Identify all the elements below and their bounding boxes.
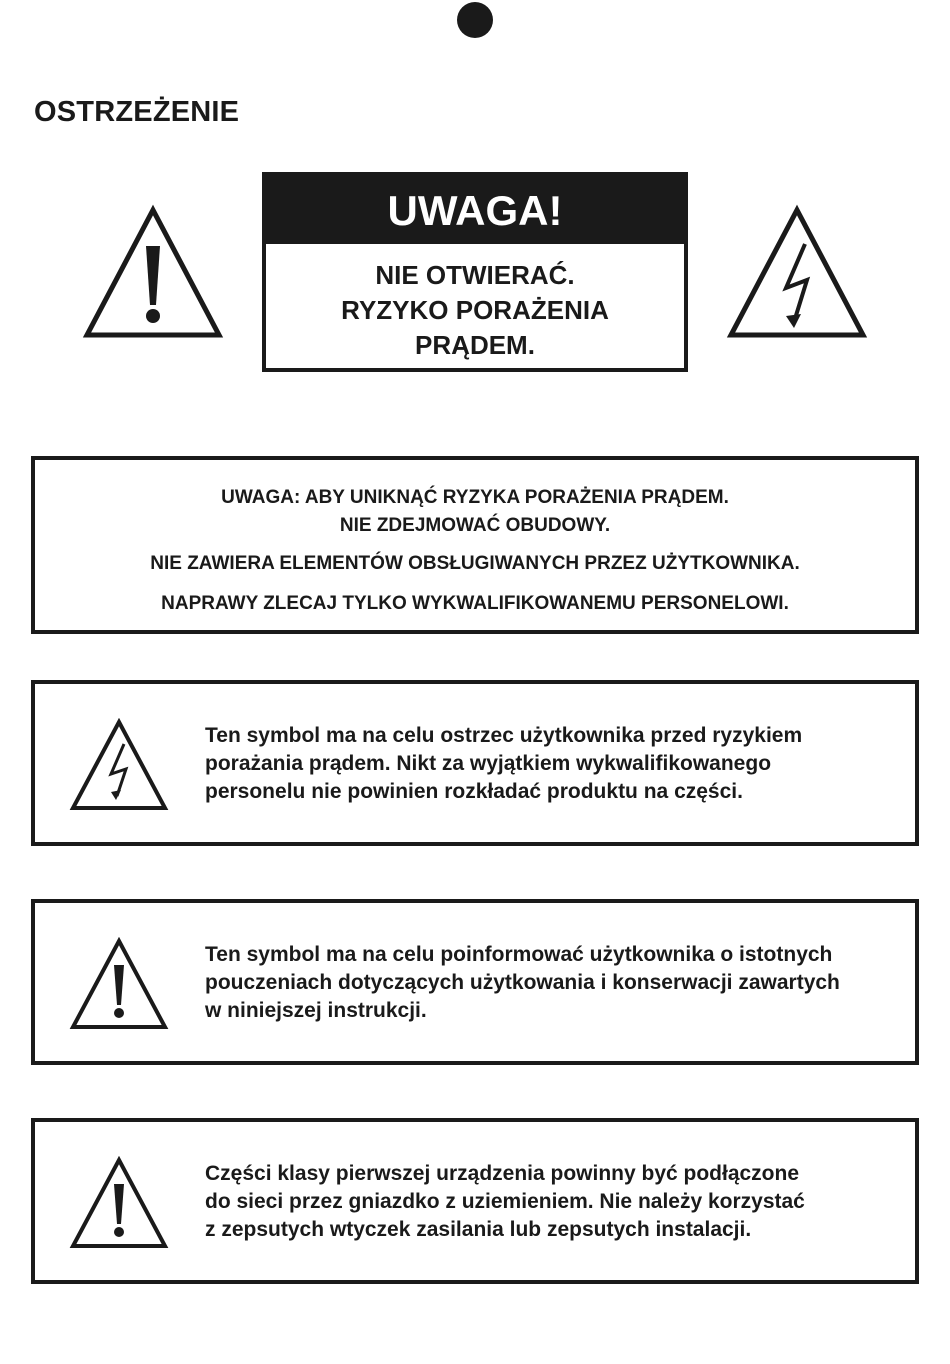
- description-line: porażania prądem. Nikt za wyjątkiem wykwalifikowanego: [205, 752, 772, 775]
- description-line: z zepsutych wtyczek zasilania lub zepsutych instalacji.: [205, 1218, 752, 1241]
- notice-line-2: NIE ZDEJMOWAĆ OBUDOWY.: [339, 515, 611, 536]
- symbol-description: [205, 1160, 805, 1244]
- exclamation-warning-icon: [82, 204, 224, 340]
- symbol-explanation-box: [31, 1118, 919, 1284]
- lightning-warning-icon: [726, 204, 868, 340]
- symbol-description: [205, 722, 802, 806]
- lightning-warning-icon: [69, 718, 169, 812]
- caution-line: PRĄDEM.: [415, 330, 535, 360]
- notice-line-1: UWAGA: ABY UNIKNĄĆ RYZYKA PORAŻENIA PRĄDEM.: [221, 487, 729, 508]
- description-line: do sieci przez gniazdko z uziemieniem. Nie należy korzystać: [205, 1190, 805, 1213]
- exclamation-warning-icon: [69, 937, 169, 1031]
- caution-line: NIE OTWIERAĆ.: [375, 260, 575, 290]
- description-line: Części klasy pierwszej urządzenia powinny być podłączone: [205, 1162, 800, 1185]
- description-line: w niniejszej instrukcji.: [205, 999, 427, 1022]
- notice-line-3: NIE ZAWIERA ELEMENTÓW OBSŁUGIWANYCH PRZEZ UŻYTKOWNIKA.: [150, 553, 800, 574]
- service-notice-box: [31, 456, 919, 634]
- exclamation-warning-icon: [69, 1156, 169, 1250]
- symbol-description: [205, 941, 840, 1025]
- caution-title: UWAGA!: [266, 176, 684, 244]
- symbol-explanation-box: [31, 680, 919, 846]
- description-line: personelu nie powinien rozkładać produktu na części.: [205, 780, 743, 803]
- description-line: pouczeniach dotyczących użytkowania i konserwacji zawartych: [205, 971, 840, 994]
- notice-line-4: NAPRAWY ZLECAJ TYLKO WYKWALIFIKOWANEMU PERSONELOWI.: [161, 593, 789, 614]
- page-marker-dot: [457, 2, 493, 38]
- description-line: Ten symbol ma na celu ostrzec użytkownika przed ryzykiem: [205, 724, 803, 747]
- page-title: OSTRZEŻENIE: [34, 96, 240, 128]
- caution-box: [262, 172, 688, 372]
- caution-line: RYZYKO PORAŻENIA: [341, 295, 609, 325]
- symbol-explanation-box: [31, 899, 919, 1065]
- caution-text: [266, 244, 684, 363]
- notice-line: [35, 460, 915, 540]
- description-line: Ten symbol ma na celu poinformować użytkownika o istotnych: [205, 943, 833, 966]
